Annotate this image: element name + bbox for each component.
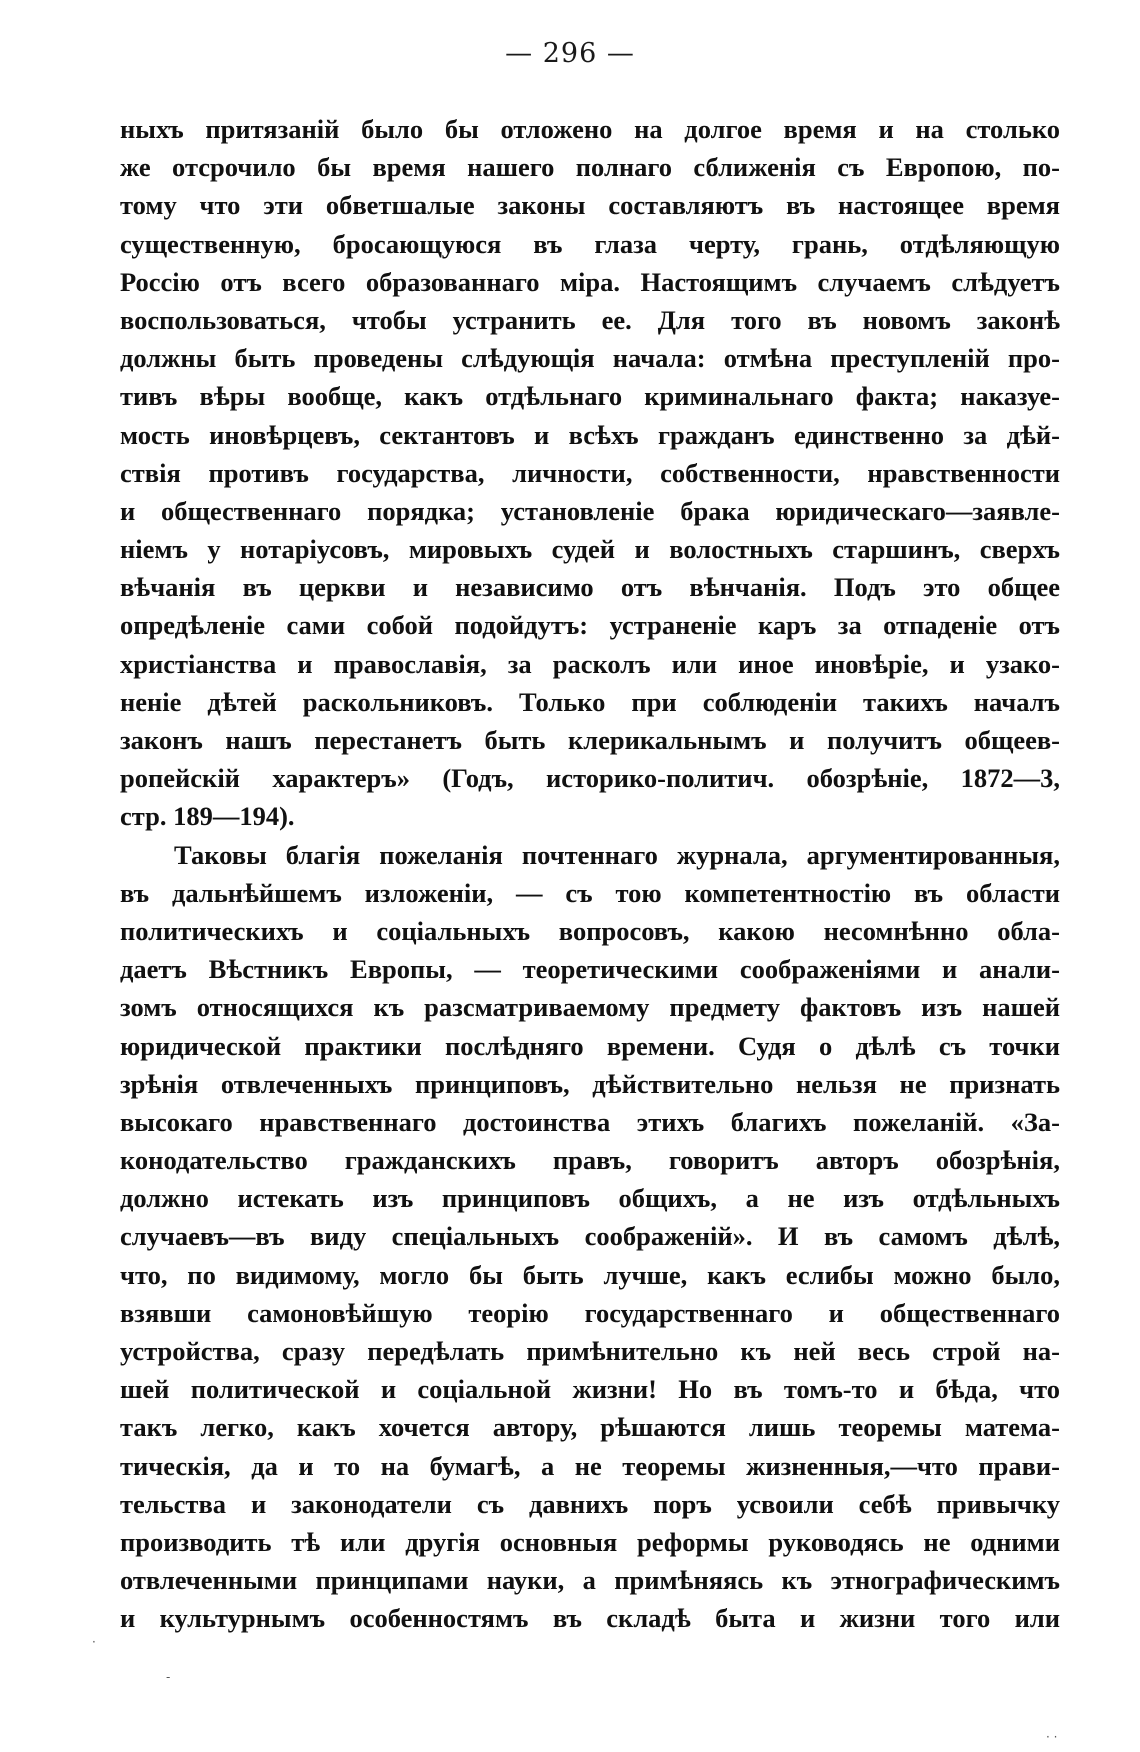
text-line: тическія, да и то на бумагѣ, а не теоремы жизненныя,—что прави- xyxy=(120,1450,1060,1481)
text-line: конодательство гражданскихъ правъ, говоритъ авторъ обозрѣнія, xyxy=(120,1145,1060,1176)
text-line: должны быть проведены слѣдующія начала: отмѣна преступленій про- xyxy=(120,343,1060,374)
text-line: взявши самоновѣйшую теорію государственнаго и общественнаго xyxy=(120,1297,1060,1328)
text-line: неніе дѣтей раскольниковъ. Только при соблюденіи такихъ началъ xyxy=(120,686,1060,717)
text-line: Таковы благія пожеланія почтеннаго журнала, аргументированныя, xyxy=(174,839,1060,870)
text-line: въ дальнѣйшемъ изложеніи, — съ тою компетентностію въ области xyxy=(120,877,1060,908)
text-line: Россію отъ всего образованнаго міра. Настоящимъ случаемъ слѣдуетъ xyxy=(120,266,1060,297)
text-line: зомъ относящихся къ разсматриваемому предмету фактовъ изъ нашей xyxy=(120,992,1060,1023)
text-line: вѣчанія въ церкви и независимо отъ вѣнчанія. Подъ это общее xyxy=(120,572,1060,603)
text-line: мость иновѣрцевъ, сектантовъ и всѣхъ гражданъ единственно за дѣй- xyxy=(120,419,1060,450)
text-line: шей политической и соціальной жизни! Но въ томъ-то и бѣда, что xyxy=(120,1374,1060,1405)
text-line: устройства, сразу передѣлать примѣнительно къ ней весь строй на- xyxy=(120,1336,1060,1366)
text-line: ствія противъ государства, личности, собственности, нравственности xyxy=(120,457,1060,488)
text-line: такъ легко, какъ хочется автору, рѣшаются лишь теоремы матема- xyxy=(120,1412,1060,1443)
text-line: производить тѣ или другія основныя реформы руководясь не одними xyxy=(120,1526,1060,1557)
text-line: христіанства и православія, за расколъ или иное иновѣріе, и узако- xyxy=(120,648,1060,679)
text-line: ропейскій характеръ» (Годъ, историко-политич. обозрѣніе, 1872—3, xyxy=(120,763,1060,794)
text-line: ніемъ у нотаріусовъ, мировыхъ судей и волостныхъ старшинъ, сверхъ xyxy=(120,534,1060,565)
text-line: должно истекать изъ принциповъ общихъ, а не изъ отдѣльныхъ xyxy=(120,1183,1060,1214)
text-line: политическихъ и соціальныхъ вопросовъ, какою несомнѣнно обла- xyxy=(120,915,1060,946)
text-line: отвлеченными принципами науки, а примѣняясь къ этнографическимъ xyxy=(120,1565,1060,1596)
scan-speck-left: · xyxy=(92,1635,96,1649)
text-line: что, по видимому, могло бы быть лучше, какъ еслибы можно было, xyxy=(120,1259,1060,1290)
text-line: же отсрочило бы время нашего полнаго сближенія съ Европою, по- xyxy=(120,152,1060,183)
text-line: даетъ Вѣстникъ Европы, — теоретическими соображеніями и анали- xyxy=(120,954,1060,985)
text-line: зрѣнія отвлеченныхъ принциповъ, дѣйствительно нельзя не признать xyxy=(120,1068,1060,1099)
text-line: тивъ вѣры вообще, какъ отдѣльнаго криминальнаго факта; наказуе- xyxy=(120,381,1060,412)
text-line: и общественнаго порядка; установленіе брака юридическаго—заявле- xyxy=(120,495,1060,526)
text-line: высокаго нравственнаго достоинства этихъ благихъ пожеланій. «За- xyxy=(120,1106,1060,1137)
text-line: воспользоваться, чтобы устранить ее. Для того въ новомъ законѣ xyxy=(120,304,1060,335)
text-line: стр. 189—194). xyxy=(120,801,295,832)
scan-speck-bottom-right: · · xyxy=(1046,1730,1058,1744)
text-line: тельства и законодатели съ давнихъ поръ усвоили себѣ привычку xyxy=(120,1488,1060,1519)
text-line: юридической практики послѣдняго времени. Судя о дѣлѣ съ точки xyxy=(120,1030,1060,1061)
text-line: законъ нашъ перестанетъ быть клерикальнымъ и получитъ общеев- xyxy=(120,725,1060,755)
text-line: и культурнымъ особенностямъ въ складѣ быта и жизни того или xyxy=(120,1603,1060,1634)
text-line: тому что эти обветшалые законы составляютъ въ настоящее время xyxy=(120,190,1060,221)
body-text xyxy=(120,110,1060,1638)
page-number: — 296 — xyxy=(505,38,635,69)
text-line: опредѣленіе сами собой подойдутъ: устраненіе каръ за отпаденіе отъ xyxy=(120,610,1060,641)
scan-speck-bottom-left: - xyxy=(166,1670,171,1684)
text-line: ныхъ притязаній было бы отложено на долгое время и на столько xyxy=(120,114,1060,144)
text-line: существенную, бросающуюся въ глаза черту, грань, отдѣляющую xyxy=(120,228,1060,259)
text-line: случаевъ—въ виду спеціальныхъ соображеній». И въ самомъ дѣлѣ, xyxy=(120,1221,1060,1252)
